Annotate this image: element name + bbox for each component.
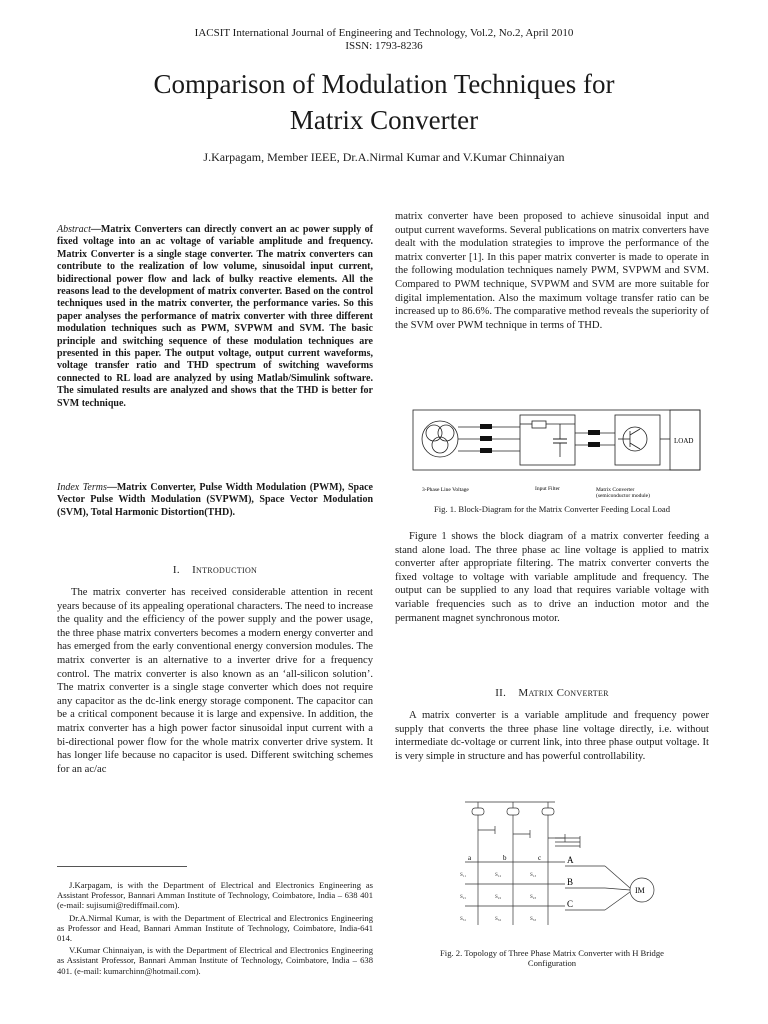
abstract-text: Matrix Converters can directly convert an ac power supply of fixed voltage into an ac voltage of variable amplitude and frequency. Matrix Converter is a single stage converter. The matrix converters can contribute to the realization of low volume, sinusoidal input current, bidirectional power flow and lack of bulky reactive elements. All the reasons lead to the development of matrix converter. Based on the control techniques used in the matrix converter, the performance varies. So this paper analyses the performance of matrix converter with three different modulation techniques such as PWM, SVPWM and SVM. The basic principle and switching sequence of these modulation techniques are presented in this paper. The output voltage, output current waveforms, voltage transfer ratio and THD spectrum of switching waveforms connected to RL load are analyzed by using Matlab/Simulink software. The simulated results are analyzed and shows that the THD is better for SVM technique. — [57, 224, 373, 409]
fig2-caption-line-2: Configuration — [527, 958, 577, 969]
fig2-caption — [395, 948, 709, 969]
filter-icon — [520, 415, 575, 465]
fig2-row-C: C — [567, 899, 574, 909]
footnotes — [57, 880, 373, 978]
fig1-load-label: LOAD — [674, 437, 694, 445]
title-line-1: Comparison of Modulation Techniques for — [153, 69, 615, 99]
intro-paragraph: The matrix converter has received considerable attention in recent years because of its appealing operational characters. The need to increase the quality and the efficiency of the power supply and the power usage, the three phase matrix converters becomes a modern energy converter and has emerged from the early conventional energy conversion modules. The matrix converter is an alternative to a inverter drive for a frequency control. The matrix converter is also known as an ‘all-silicon solution’. The matrix converter is a single stage converter which does not require any capacitor as the dc-link energy storage component. The capacitor can be a critical component because it is large and expensive. In addition, the matrix converter has a high power factor sinusoidal input current with a bi-directional power flow for the whole matrix converter drive system. It has longer life because no capacitor is used. Different switching schemes for an ac/ac — [57, 587, 373, 775]
issn: ISSN: 1793-8236 — [345, 40, 423, 52]
section-title: Matrix Converter — [518, 687, 609, 699]
fig2-switch-label: S₁₂ — [495, 873, 502, 878]
journal-header: IACSIT International Journal of Engineering and Technology, Vol.2, No.2, April 2010 — [194, 27, 574, 39]
transformer-icon — [422, 421, 458, 457]
fig2-switch-label: S₁₁ — [460, 873, 467, 878]
fig2-switch-label: S₃₃ — [530, 917, 537, 922]
right-paragraph-1: matrix converter have been proposed to achieve sinusoidal input and output current waveforms. Several publications on matrix converters have dealt with the modulation strategies to improve the performance of the matrix converter [1]. In this paper matrix converter is made to operate in the following modulation techniques namely PWM, SVPWM and SVM. Compared to PWM technique, SVPWM and SVM are more suitable for digital implementation. Also the maximum voltage transfer ratio can be increased up to 86.6%. The comparative method reveals the superiority of the SVM over PWM technique in terms of THD. — [395, 211, 709, 331]
section-number: II. — [495, 687, 507, 699]
fig2-col-c: c — [538, 854, 542, 862]
fig1-filter-label: Input Filter — [535, 486, 560, 492]
abstract-dash: — — [90, 224, 101, 235]
fig2-switch-label: S₂₂ — [495, 895, 502, 900]
index-terms-text: Matrix Converter, Pulse Width Modulation (PWM), Space Vector Pulse Width Modulation (SVPWM), Space Vector Modulation (SVM), Total Harmonic Distortion(THD). — [57, 482, 373, 518]
section-heading-matrix-converter — [395, 687, 709, 699]
authors: J.Karpagam, Member IEEE, Dr.A.Nirmal Kumar and V.Kumar Chinnaiyan — [203, 150, 565, 164]
fig2-switch-label: S₃₁ — [460, 917, 467, 922]
title-line-2: Matrix Converter — [289, 105, 479, 135]
fig2-caption-line-1: Fig. 2. Topology of Three Phase Matrix Converter with H Bridge — [440, 948, 664, 958]
fig2-switch-label: S₂₃ — [530, 895, 537, 900]
fig1-mc-label: Matrix Converter — [596, 487, 635, 493]
index-terms-dash: — — [106, 482, 117, 493]
fig2-row-B: B — [567, 877, 574, 887]
index-terms — [57, 482, 373, 519]
fig2-col-a: a — [468, 854, 472, 862]
fig1-supply-label: 3-Phase Line Voltage — [422, 487, 469, 493]
footnote-3: V.Kumar Chinnaiyan, is with the Department of Electrical and Electronics Engineering as Assistant Professor, Bannari Amman Institute of Technology, Coimbatore, India – 638 401. (e-mail: kumarchinn@hotmail.com). — [57, 945, 373, 976]
section-title: Introduction — [192, 564, 258, 576]
fig2-col-b: b — [503, 854, 507, 862]
abstract-label: Abstract — [57, 224, 91, 235]
right-paragraph-2: Figure 1 shows the block diagram of a matrix converter feeding a stand alone load. The three phase ac line voltage is applied to matrix converter after appropriate filtering. The matrix converter converts the fixed voltage to voltage with variable amplitude and frequency. The output can be supplied to any load that requires variable voltage with variable frequencies such as to drive an induction motor and the permanent magnet synchronous motor. — [395, 531, 709, 624]
fig1-mc-sub-label: (semiconductor module) — [596, 493, 650, 499]
abstract — [57, 224, 373, 410]
fig2-switch-label: S₂₁ — [460, 895, 467, 900]
footnote-2: Dr.A.Nirmal Kumar, is with the Department of Electrical and Electronics Engineering as Professor and Head, Bannari Amman Institute of Technology, Coimbatore, India-641 014. — [57, 912, 373, 944]
fig2-motor-label: IM — [635, 886, 645, 895]
footnote-1: J.Karpagam, is with the Department of Electrical and Electronics Engineering as Assistant Professor, Bannari Amman Institute of Technology, Coimbatore, India – 638 401 (e-mail: sujisumi@rediffmail.com). — [57, 880, 373, 911]
footnote-rule — [57, 866, 187, 867]
fig2-row-A: A — [567, 855, 574, 865]
section-number: I. — [172, 564, 180, 576]
paper-title — [0, 66, 768, 138]
section-heading-introduction — [57, 564, 373, 576]
transistor-icon — [615, 415, 660, 465]
fig2-switch-label: S₃₂ — [495, 917, 502, 922]
index-terms-label: Index Terms — [57, 482, 107, 493]
fig2-topology-diagram — [455, 800, 680, 940]
fig1-block-diagram — [410, 405, 705, 500]
fig1-caption: Fig. 1. Block-Diagram for the Matrix Converter Feeding Local Load — [433, 504, 671, 514]
right-paragraph-3: A matrix converter is a variable amplitude and frequency power supply that converts the three phase line voltage directly, i.e. without intermediate dc-voltage or current link, into three phase output voltage. It is very simple in structure and has powerful controllability. — [395, 710, 709, 762]
fig2-switch-label: S₁₃ — [530, 873, 537, 878]
